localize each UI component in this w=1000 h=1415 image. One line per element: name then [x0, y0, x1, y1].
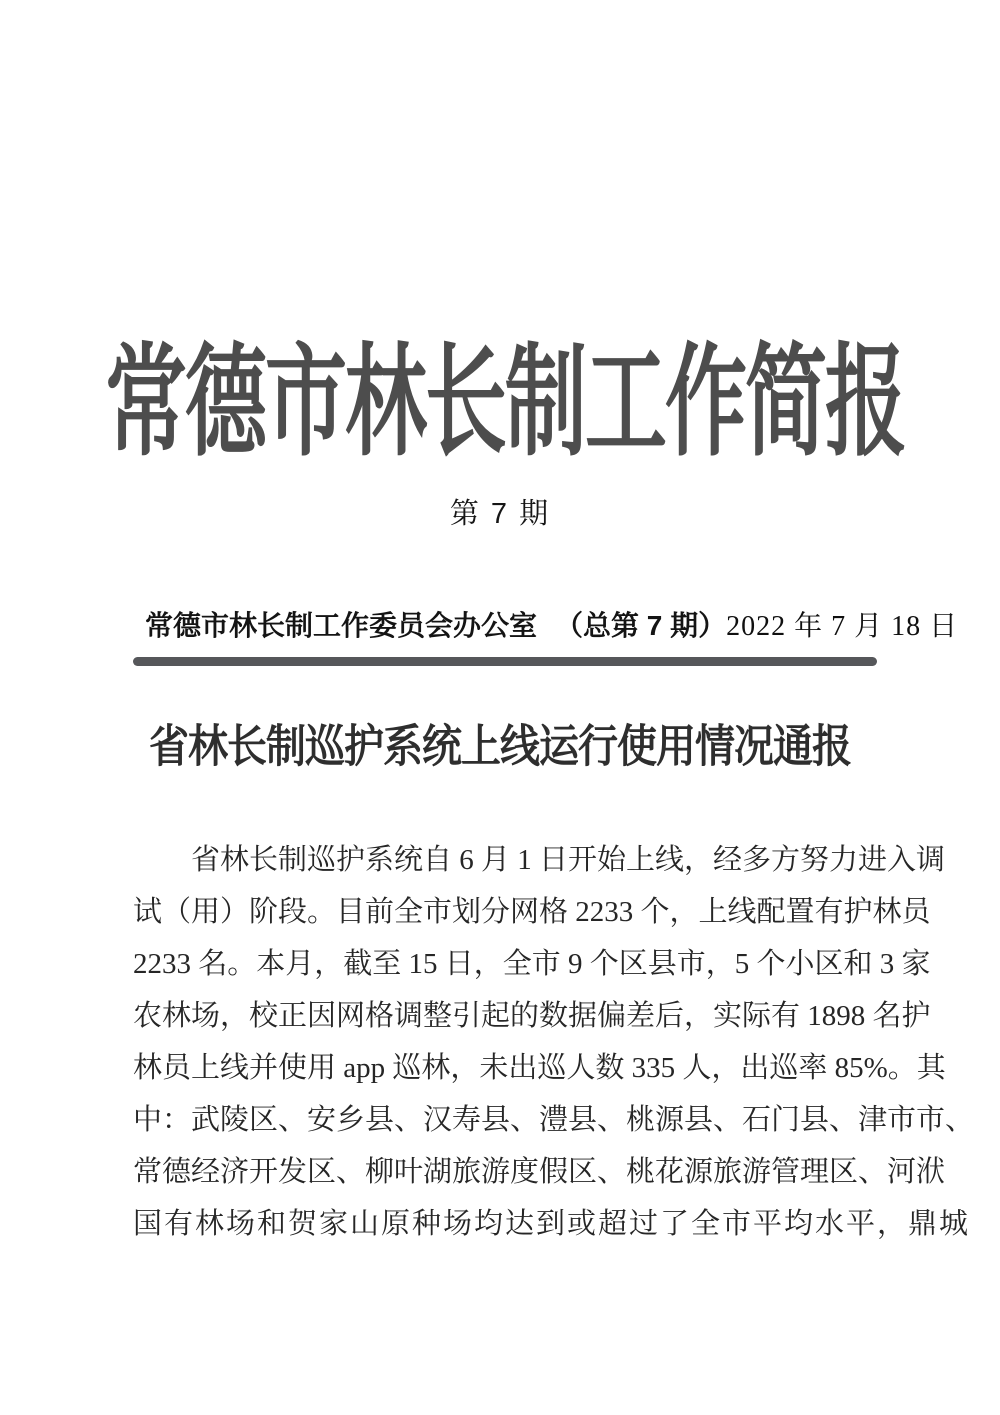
- issuing-office: 常德市林长制工作委员会办公室: [145, 610, 538, 641]
- body-line: 2233 名。本月，截至 15 日，全市 9 个区县市，5 个小区和 3 家: [133, 948, 931, 980]
- body-line: 农林场，校正因网格调整引起的数据偏差后，实际有 1898 名护: [133, 1000, 931, 1032]
- body-line: 林员上线并使用 app 巡林，未出巡人数 335 人，出巡率 85%。其: [133, 1052, 946, 1084]
- article-title: 省林长制巡护系统上线运行使用情况通报: [149, 721, 851, 772]
- body-line: 省林长制巡护系统自 6 月 1 日开始上线，经多方努力进入调: [191, 844, 946, 876]
- publication-date: 2022 年 7 月 18 日: [726, 611, 959, 642]
- body-line: 常德经济开发区、柳叶湖旅游度假区、桃花源旅游管理区、河洑: [133, 1156, 946, 1188]
- meta-row: [133, 607, 959, 646]
- body-line: 国有林场和贺家山原种场均达到或超过了全市平均水平，鼎城: [133, 1208, 971, 1240]
- article-body: [133, 834, 975, 1250]
- masthead-title: 常德市林长制工作简报: [105, 335, 906, 471]
- body-line: 试（用）阶段。目前全市划分网格 2233 个，上线配置有护林员: [133, 896, 931, 928]
- cumulative-issue: （总第 7 期）: [555, 610, 727, 641]
- divider-rule: [133, 657, 877, 666]
- meta-left-group: [133, 607, 726, 645]
- issue-number: 第 7 期: [449, 498, 551, 530]
- masthead: [105, 335, 906, 471]
- body-line: 中：武陵区、安乡县、汉寿县、澧县、桃源县、石门县、津市市、: [133, 1104, 975, 1136]
